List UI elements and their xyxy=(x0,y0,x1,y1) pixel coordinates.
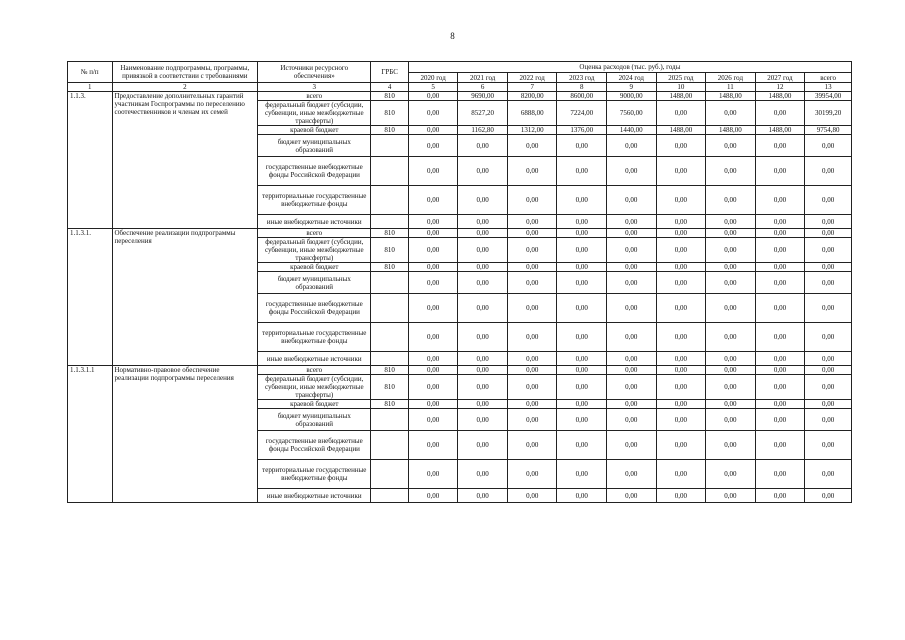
year-value: 0,00 xyxy=(706,101,756,126)
year-value: 0,00 xyxy=(755,272,805,294)
year-value: 7224,00 xyxy=(557,101,607,126)
section-number: 1.1.3.1.1 xyxy=(68,366,113,503)
section-number: 1.1.3.1. xyxy=(68,229,113,366)
year-value: 0,00 xyxy=(656,431,706,460)
year-value: 0,00 xyxy=(408,229,458,238)
year-value: 0,00 xyxy=(458,366,508,375)
year-value: 0,00 xyxy=(458,460,508,489)
year-value: 0,00 xyxy=(656,323,706,352)
total-value: 0,00 xyxy=(805,215,852,229)
funding-source: иные внебюджетные источники xyxy=(258,215,371,229)
column-number: 3 xyxy=(258,83,371,92)
year-value: 0,00 xyxy=(706,186,756,215)
year-value: 0,00 xyxy=(656,294,706,323)
year-value: 0,00 xyxy=(706,238,756,263)
year-value: 0,00 xyxy=(408,135,458,157)
year-value: 0,00 xyxy=(557,323,607,352)
year-value: 0,00 xyxy=(607,294,657,323)
year-value: 8527,20 xyxy=(458,101,508,126)
funding-source: краевой бюджет xyxy=(258,400,371,409)
year-value: 0,00 xyxy=(458,431,508,460)
total-value: 30199,20 xyxy=(805,101,852,126)
year-value: 9690,00 xyxy=(458,92,508,101)
column-number: 9 xyxy=(607,83,657,92)
grbs-code xyxy=(371,323,408,352)
year-value: 0,00 xyxy=(507,323,557,352)
funding-source: бюджет муниципальных образований xyxy=(258,409,371,431)
section-number: 1.1.3. xyxy=(68,92,113,229)
grbs-code xyxy=(371,352,408,366)
header-year: 2027 год xyxy=(755,73,805,83)
year-value: 1312,00 xyxy=(507,126,557,135)
year-value: 0,00 xyxy=(408,431,458,460)
grbs-code xyxy=(371,186,408,215)
year-value: 0,00 xyxy=(557,489,607,503)
header-year: 2022 год xyxy=(507,73,557,83)
year-value: 0,00 xyxy=(755,186,805,215)
column-number: 11 xyxy=(706,83,756,92)
year-value: 1488,00 xyxy=(656,92,706,101)
column-number: 7 xyxy=(507,83,557,92)
year-value: 0,00 xyxy=(458,272,508,294)
year-value: 0,00 xyxy=(607,409,657,431)
funding-source: федеральный бюджет (субсидии, субвенции, иные межбюджетные трансферты) xyxy=(258,375,371,400)
year-value: 0,00 xyxy=(607,135,657,157)
year-value: 0,00 xyxy=(607,460,657,489)
grbs-code xyxy=(371,489,408,503)
total-value: 0,00 xyxy=(805,135,852,157)
funding-source: федеральный бюджет (субсидии, субвенции, иные межбюджетные трансферты) xyxy=(258,238,371,263)
year-value: 0,00 xyxy=(458,263,508,272)
funding-source: всего xyxy=(258,92,371,101)
year-value: 0,00 xyxy=(408,238,458,263)
total-value: 0,00 xyxy=(805,238,852,263)
year-value: 0,00 xyxy=(458,157,508,186)
total-value: 0,00 xyxy=(805,272,852,294)
year-value: 0,00 xyxy=(458,215,508,229)
total-value: 39954,00 xyxy=(805,92,852,101)
year-value: 1440,00 xyxy=(607,126,657,135)
year-value: 0,00 xyxy=(557,263,607,272)
total-value: 9754,80 xyxy=(805,126,852,135)
year-value: 0,00 xyxy=(557,135,607,157)
year-value: 0,00 xyxy=(755,409,805,431)
year-value: 0,00 xyxy=(755,460,805,489)
total-value: 0,00 xyxy=(805,294,852,323)
year-value: 0,00 xyxy=(607,375,657,400)
year-value: 0,00 xyxy=(656,352,706,366)
total-value: 0,00 xyxy=(805,400,852,409)
year-value: 0,00 xyxy=(656,400,706,409)
column-number: 5 xyxy=(408,83,458,92)
year-value: 0,00 xyxy=(755,431,805,460)
year-value: 0,00 xyxy=(607,366,657,375)
funding-source: краевой бюджет xyxy=(258,126,371,135)
year-value: 0,00 xyxy=(607,489,657,503)
year-value: 0,00 xyxy=(557,431,607,460)
year-value: 0,00 xyxy=(507,135,557,157)
year-value: 0,00 xyxy=(607,272,657,294)
year-value: 0,00 xyxy=(755,135,805,157)
year-value: 0,00 xyxy=(656,366,706,375)
header-year: 2025 год xyxy=(656,73,706,83)
year-value: 0,00 xyxy=(755,238,805,263)
year-value: 0,00 xyxy=(706,366,756,375)
year-value: 0,00 xyxy=(458,352,508,366)
year-value: 0,00 xyxy=(755,489,805,503)
year-value: 0,00 xyxy=(408,375,458,400)
year-value: 0,00 xyxy=(507,409,557,431)
year-value: 0,00 xyxy=(706,352,756,366)
grbs-code xyxy=(371,135,408,157)
funding-source: краевой бюджет xyxy=(258,263,371,272)
year-value: 0,00 xyxy=(507,263,557,272)
year-value: 0,00 xyxy=(755,400,805,409)
year-value: 0,00 xyxy=(507,157,557,186)
total-value: 0,00 xyxy=(805,409,852,431)
year-value: 0,00 xyxy=(706,489,756,503)
year-value: 0,00 xyxy=(557,409,607,431)
year-value: 0,00 xyxy=(706,375,756,400)
total-value: 0,00 xyxy=(805,366,852,375)
year-value: 0,00 xyxy=(607,229,657,238)
year-value: 0,00 xyxy=(755,323,805,352)
column-number: 2 xyxy=(112,83,258,92)
year-value: 0,00 xyxy=(755,157,805,186)
year-value: 0,00 xyxy=(656,229,706,238)
grbs-code: 810 xyxy=(371,229,408,238)
year-value: 0,00 xyxy=(706,272,756,294)
funding-source: бюджет муниципальных образований xyxy=(258,272,371,294)
year-value: 0,00 xyxy=(755,352,805,366)
year-value: 9000,00 xyxy=(607,92,657,101)
header-num: № п/п xyxy=(68,62,113,83)
funding-source: государственные внебюджетные фонды Российской Федерации xyxy=(258,294,371,323)
header-name: Наименование подпрограммы, программы, привязкой в соответствии с требованиями xyxy=(112,62,258,83)
total-value: 0,00 xyxy=(805,352,852,366)
year-value: 1488,00 xyxy=(755,92,805,101)
year-value: 0,00 xyxy=(408,294,458,323)
funding-source: всего xyxy=(258,229,371,238)
year-value: 1488,00 xyxy=(656,126,706,135)
year-value: 8600,00 xyxy=(557,92,607,101)
header-year: 2020 год xyxy=(408,73,458,83)
year-value: 0,00 xyxy=(557,460,607,489)
year-value: 0,00 xyxy=(507,215,557,229)
year-value: 0,00 xyxy=(706,135,756,157)
year-value: 0,00 xyxy=(408,323,458,352)
year-value: 0,00 xyxy=(458,323,508,352)
year-value: 0,00 xyxy=(755,375,805,400)
total-value: 0,00 xyxy=(805,186,852,215)
year-value: 0,00 xyxy=(755,366,805,375)
column-number: 8 xyxy=(557,83,607,92)
grbs-code xyxy=(371,431,408,460)
table-header xyxy=(68,62,852,92)
year-value: 0,00 xyxy=(607,263,657,272)
column-number: 6 xyxy=(458,83,508,92)
funding-source: федеральный бюджет (субсидии, субвенции, иные межбюджетные трансферты) xyxy=(258,101,371,126)
total-value: 0,00 xyxy=(805,431,852,460)
funding-source: иные внебюджетные источники xyxy=(258,489,371,503)
year-value: 0,00 xyxy=(607,400,657,409)
year-value: 0,00 xyxy=(458,489,508,503)
grbs-code: 810 xyxy=(371,263,408,272)
header-year: всего xyxy=(805,73,852,83)
year-value: 0,00 xyxy=(408,92,458,101)
section-name: Обеспечение реализации подпрограммы переселения xyxy=(112,229,258,366)
year-value: 0,00 xyxy=(706,323,756,352)
year-value: 0,00 xyxy=(607,186,657,215)
year-value: 0,00 xyxy=(408,366,458,375)
year-value: 0,00 xyxy=(607,157,657,186)
column-number: 4 xyxy=(371,83,408,92)
year-value: 0,00 xyxy=(706,400,756,409)
year-value: 0,00 xyxy=(458,375,508,400)
year-value: 0,00 xyxy=(408,126,458,135)
year-value: 0,00 xyxy=(656,375,706,400)
year-value: 0,00 xyxy=(656,238,706,263)
year-value: 0,00 xyxy=(755,263,805,272)
header-year: 2024 год xyxy=(607,73,657,83)
header-year: 2026 год xyxy=(706,73,756,83)
total-value: 0,00 xyxy=(805,229,852,238)
year-value: 0,00 xyxy=(607,215,657,229)
year-value: 0,00 xyxy=(458,238,508,263)
year-value: 0,00 xyxy=(607,323,657,352)
column-number: 12 xyxy=(755,83,805,92)
column-number: 13 xyxy=(805,83,852,92)
year-value: 0,00 xyxy=(755,215,805,229)
year-value: 0,00 xyxy=(408,352,458,366)
column-number: 1 xyxy=(68,83,113,92)
year-value: 0,00 xyxy=(408,460,458,489)
funding-source: территориальные государственные внебюджетные фонды xyxy=(258,460,371,489)
header-year: 2021 год xyxy=(458,73,508,83)
year-value: 0,00 xyxy=(408,186,458,215)
year-value: 0,00 xyxy=(656,135,706,157)
year-value: 0,00 xyxy=(557,294,607,323)
year-value: 0,00 xyxy=(557,366,607,375)
year-value: 0,00 xyxy=(507,229,557,238)
year-value: 1488,00 xyxy=(706,126,756,135)
year-value: 0,00 xyxy=(408,263,458,272)
total-value: 0,00 xyxy=(805,460,852,489)
year-value: 0,00 xyxy=(507,431,557,460)
year-value: 0,00 xyxy=(458,409,508,431)
total-value: 0,00 xyxy=(805,263,852,272)
grbs-code xyxy=(371,157,408,186)
year-value: 0,00 xyxy=(706,229,756,238)
funding-source: государственные внебюджетные фонды Российской Федерации xyxy=(258,431,371,460)
year-value: 0,00 xyxy=(557,229,607,238)
grbs-code: 810 xyxy=(371,92,408,101)
year-value: 0,00 xyxy=(557,352,607,366)
year-value: 0,00 xyxy=(507,352,557,366)
grbs-code xyxy=(371,215,408,229)
year-value: 0,00 xyxy=(656,272,706,294)
year-value: 0,00 xyxy=(408,272,458,294)
grbs-code: 810 xyxy=(371,238,408,263)
year-value: 0,00 xyxy=(755,229,805,238)
grbs-code: 810 xyxy=(371,400,408,409)
year-value: 0,00 xyxy=(755,294,805,323)
year-value: 0,00 xyxy=(607,431,657,460)
funding-source: всего xyxy=(258,366,371,375)
year-value: 0,00 xyxy=(557,375,607,400)
year-value: 0,00 xyxy=(755,101,805,126)
year-value: 0,00 xyxy=(656,263,706,272)
section-name: Нормативно-правовое обеспечение реализации подпрограммы переселения xyxy=(112,366,258,503)
year-value: 0,00 xyxy=(706,157,756,186)
year-value: 0,00 xyxy=(607,352,657,366)
year-value: 1162,80 xyxy=(458,126,508,135)
year-value: 1376,00 xyxy=(557,126,607,135)
year-value: 0,00 xyxy=(706,294,756,323)
year-value: 8200,00 xyxy=(507,92,557,101)
year-value: 0,00 xyxy=(706,263,756,272)
table-row xyxy=(68,229,852,238)
year-value: 0,00 xyxy=(408,489,458,503)
year-value: 0,00 xyxy=(656,409,706,431)
total-value: 0,00 xyxy=(805,323,852,352)
grbs-code xyxy=(371,272,408,294)
header-year: 2023 год xyxy=(557,73,607,83)
year-value: 0,00 xyxy=(507,460,557,489)
grbs-code xyxy=(371,409,408,431)
year-value: 0,00 xyxy=(656,215,706,229)
year-value: 0,00 xyxy=(408,215,458,229)
total-value: 0,00 xyxy=(805,489,852,503)
total-value: 0,00 xyxy=(805,375,852,400)
funding-source: территориальные государственные внебюджетные фонды xyxy=(258,323,371,352)
year-value: 0,00 xyxy=(656,460,706,489)
table-row xyxy=(68,92,852,101)
year-value: 0,00 xyxy=(458,135,508,157)
year-value: 0,00 xyxy=(706,431,756,460)
funding-source: территориальные государственные внебюджетные фонды xyxy=(258,186,371,215)
year-value: 0,00 xyxy=(458,294,508,323)
year-value: 0,00 xyxy=(507,375,557,400)
grbs-code: 810 xyxy=(371,101,408,126)
funding-source: бюджет муниципальных образований xyxy=(258,135,371,157)
year-value: 0,00 xyxy=(706,460,756,489)
year-value: 0,00 xyxy=(408,400,458,409)
year-value: 0,00 xyxy=(557,238,607,263)
header-grbs: ГРБС xyxy=(371,62,408,83)
grbs-code xyxy=(371,460,408,489)
year-value: 0,00 xyxy=(656,489,706,503)
funding-source: государственные внебюджетные фонды Российской Федерации xyxy=(258,157,371,186)
year-value: 0,00 xyxy=(408,409,458,431)
year-value: 0,00 xyxy=(656,157,706,186)
funding-source: иные внебюджетные источники xyxy=(258,352,371,366)
year-value: 0,00 xyxy=(507,489,557,503)
year-value: 0,00 xyxy=(557,215,607,229)
header-estimate: Оценка расходов (тыс. руб.), годы xyxy=(408,62,851,73)
year-value: 6888,00 xyxy=(507,101,557,126)
column-number: 10 xyxy=(656,83,706,92)
year-value: 0,00 xyxy=(408,101,458,126)
header-source: Источники ресурсного обеспечения» xyxy=(258,62,371,83)
year-value: 0,00 xyxy=(607,238,657,263)
year-value: 0,00 xyxy=(507,294,557,323)
year-value: 0,00 xyxy=(557,272,607,294)
year-value: 0,00 xyxy=(458,229,508,238)
year-value: 0,00 xyxy=(706,215,756,229)
year-value: 7560,00 xyxy=(607,101,657,126)
year-value: 0,00 xyxy=(408,157,458,186)
grbs-code: 810 xyxy=(371,126,408,135)
year-value: 1488,00 xyxy=(755,126,805,135)
year-value: 1488,00 xyxy=(706,92,756,101)
year-value: 0,00 xyxy=(557,400,607,409)
grbs-code: 810 xyxy=(371,366,408,375)
year-value: 0,00 xyxy=(507,366,557,375)
table-row xyxy=(68,366,852,375)
year-value: 0,00 xyxy=(507,238,557,263)
year-value: 0,00 xyxy=(507,186,557,215)
year-value: 0,00 xyxy=(557,157,607,186)
year-value: 0,00 xyxy=(458,400,508,409)
grbs-code: 810 xyxy=(371,375,408,400)
year-value: 0,00 xyxy=(507,272,557,294)
year-value: 0,00 xyxy=(458,186,508,215)
year-value: 0,00 xyxy=(656,186,706,215)
year-value: 0,00 xyxy=(706,409,756,431)
total-value: 0,00 xyxy=(805,157,852,186)
grbs-code xyxy=(371,294,408,323)
year-value: 0,00 xyxy=(557,186,607,215)
budget-table xyxy=(67,61,852,503)
page-number: 8 xyxy=(450,31,455,41)
year-value: 0,00 xyxy=(507,400,557,409)
year-value: 0,00 xyxy=(656,101,706,126)
section-name: Предоставление дополнительных гарантий участникам Госпрограммы по переселению соотечественников и членам их семей xyxy=(112,92,258,229)
